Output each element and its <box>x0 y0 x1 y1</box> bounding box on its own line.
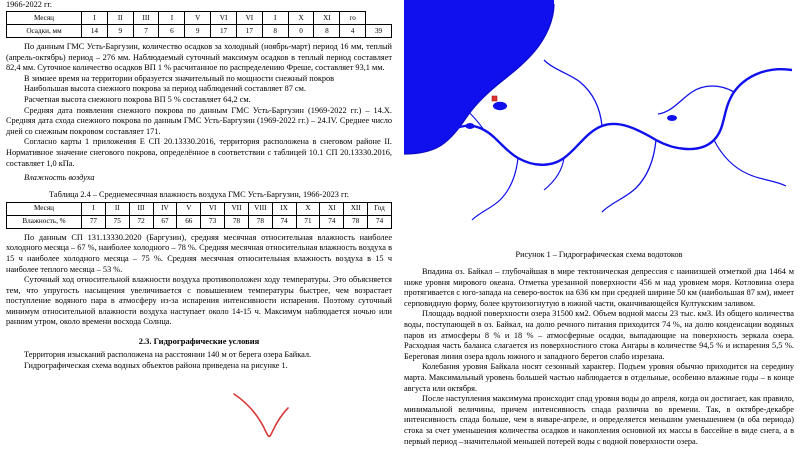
map-graphic <box>404 0 794 246</box>
table-header-cell: VI <box>201 202 225 215</box>
table-header-cell: II <box>107 12 133 25</box>
table-cell: 9 <box>185 25 211 38</box>
table-header-cell: IX <box>272 202 296 215</box>
paragraph: Колебания уровня Байкала носят сезонный характер. Подъем уровня обычно приходится на середину марта. Максимальный уровень большей частью наблюдается в отдельные, особенно влажные годы – в конце августа или октября. <box>404 362 794 393</box>
table-row-label: Осадки, мм <box>7 25 82 38</box>
table-row-label: Влажность, % <box>7 215 82 228</box>
paragraph: Средняя дата появления снежного покрова по данным ГМС Усть-Баргузин (1969-2022 гг.) – 14.X. Средняя дата схода снежного покрова по данным ГМС Усть-Баргузин (1969-2022 гг.) – 24.IV. Среднее число дней со снежным покровом составляет 171. <box>6 105 392 136</box>
table-caption-humidity: Таблица 2.4 – Среднемесячная влажность воздуха ГМС Усть-Баргузин, 1966-2023 гг. <box>49 189 349 199</box>
table-cell: 7 <box>133 25 159 38</box>
small-lake <box>493 102 507 110</box>
table-row <box>7 25 392 38</box>
paragraph: Согласно карты 1 приложения Е СП 20.13330.2016, территория расположена в снеговом районе II. Нормативное значение снегового покрова, определённое в соответствии с таблицей 10.1 СП 20.13330.2016, составляет 1,0 кПа. <box>6 137 392 168</box>
top-text-fragment: 1966-2022 гг. <box>6 0 52 9</box>
table-cell: 6 <box>159 25 185 38</box>
paragraph: Расчетная высота снежного покрова ВП 5 % составляет 64,2 см. <box>24 94 251 104</box>
table-cell: 78 <box>248 215 272 228</box>
right-column <box>400 0 800 450</box>
table-cell: 17 <box>236 25 262 38</box>
table-precipitation <box>6 11 392 38</box>
table-header-cell: I <box>159 12 185 25</box>
table-row <box>7 215 392 228</box>
table-header-cell: I <box>262 12 288 25</box>
table-header-cell: го <box>340 12 366 25</box>
table-cell: 75 <box>105 215 129 228</box>
table-cell: 67 <box>153 215 177 228</box>
table-header-cell: VII <box>225 202 249 215</box>
table-header-cell: III <box>133 12 159 25</box>
table-header-cell: XI <box>320 202 344 215</box>
table-cell: 78 <box>225 215 249 228</box>
table-header-cell: XII <box>344 202 368 215</box>
table-cell: 78 <box>344 215 368 228</box>
figure-caption: Рисунок 1 – Гидрографическая схема водотоков <box>515 250 683 259</box>
section-heading: 2.3. Гидрографические условия <box>138 336 260 347</box>
paragraph: Впадина оз. Байкал – глубочайшая в мире тектоническая депрессия с наинизшей отметкой дна 1464 м ниже уровня мирового океана. Отметка урезанной поверхности 456 м над уровнем моря. Котловина озера протягивается с юго-запада на северо-восток на 636 км при средней ширине 50 км (наибольшая 87 км), имеет серповидную форму, более крутоизогнутую в южной части, оканчивающейся Култукским заливом. <box>404 267 794 308</box>
table-header-cell: I <box>82 202 106 215</box>
table-cell: 66 <box>177 215 201 228</box>
table-cell: 72 <box>129 215 153 228</box>
paragraph: Суточный ход относительной влажности воздуха противоположен ходу температуры. Это объясняется тем, что упругость насыщения увеличивается с повышением температуры быстрее, чем возрастает поступление водяного пара в атмосферу из-за испарения интенсивности испарения. Поэтому суточный минимум относительной влажности воздуха наступает около 14-15 ч. Максимум наблюдается ночью или ранним утром, около времени восхода Солнца. <box>6 275 392 327</box>
table-header-cell: X <box>288 12 314 25</box>
table-header-cell: V <box>177 202 201 215</box>
table-humidity <box>6 202 392 229</box>
table-header-cell: VI <box>211 12 237 25</box>
table-cell: 73 <box>201 215 225 228</box>
table-cell: 8 <box>314 25 340 38</box>
paragraph: В зимнее время на территории образуется значительный по мощности снежный покров <box>24 73 335 83</box>
table-cell: 17 <box>211 25 237 38</box>
table-cell: 77 <box>82 215 106 228</box>
table-cell: 74 <box>320 215 344 228</box>
table-cell: 4 <box>340 25 366 38</box>
table-row <box>7 202 392 215</box>
table-cell: 74 <box>368 215 392 228</box>
table-header-cell: I <box>82 12 108 25</box>
paragraph: Площадь водной поверхности озера 31500 км2. Объем водной массы 23 тыс. км3. Из общего количества воды, поступающей в оз. Байкал, на долю речного питания приходится 74 %, на долю конденсации водяных паров из атмосферы 8 % и 18 % – атмосферные осадки, выпадающие на поверхность зеркала озера. Расходная часть баланса слагается из поверхностного стока Ангары в количестве 94,5 % и испарения 5,5 %. Береговая линия озера вдоль южного и западного берегов слабо изрезана. <box>404 309 794 361</box>
paragraph: После наступления максимума происходит спад уровня воды до апреля, когда он достигает, как правило, минимальной величины, причем интенсивность спада различна во времени. Так, в октябре-декабре интенсивность спада больше, чем в январе-апреле, и определяется меньшим уменьшением (в оба периода) стока за счет уменьшения количества осадков и накопления основной их массы в бассейне в виде снега, а в первый период –значительной меньшей потерей воды с водной поверхности озера. <box>404 394 794 446</box>
table-cell: 9 <box>107 25 133 38</box>
humidity-heading: Влажность воздуха <box>24 173 95 183</box>
figure-hydrographic-map <box>404 0 794 246</box>
paragraph: Территория изысканий расположена на расстоянии 140 м от берега озера Байкал. <box>24 350 312 360</box>
table-header-cell: XI <box>314 12 340 25</box>
table-header-cell: Год <box>368 202 392 215</box>
table-header-cell: V <box>185 12 211 25</box>
table-cell: 74 <box>272 215 296 228</box>
table-header-cell: Месяц <box>7 12 82 25</box>
table-header-cell: VIII <box>248 202 272 215</box>
table-cell: 39 <box>366 25 392 38</box>
paragraph: Гидрографическая схема водных объектов района приведена на рисунке 1. <box>24 360 288 370</box>
table-header-cell: Месяц <box>7 202 82 215</box>
site-marker-icon <box>492 96 497 101</box>
table-cell: 0 <box>288 25 314 38</box>
table-cell: 14 <box>82 25 108 38</box>
small-lake <box>667 115 677 121</box>
paragraph: Наибольшая высота снежного покрова за период наблюдений составляет 87 см. <box>24 84 306 94</box>
table-cell: 8 <box>262 25 288 38</box>
paragraph: По данным СП 131.13330.2020 (Баргузин), средняя месячная относительная влажность наиболее холодного месяца – 67 %, наиболее холодного – 78 %. Средняя месячная относительная влажность воздуха в 15 ч наиболее холодного месяца – 75 %. Средняя месячная относительная влажность воздуха в 15 ч наиболее теплого месяца – 53 %. <box>6 232 392 274</box>
table-header-cell: III <box>129 202 153 215</box>
table-header-cell: X <box>296 202 320 215</box>
table-header-cell: VI <box>236 12 262 25</box>
table-cell: 71 <box>296 215 320 228</box>
red-handwritten-mark-icon <box>232 392 292 438</box>
table-header-cell: IV <box>153 202 177 215</box>
table-row <box>7 12 392 25</box>
small-lake <box>466 123 475 129</box>
table-header-cell: II <box>105 202 129 215</box>
paragraph: По данным ГМС Усть-Баргузин, количество осадков за холодный (ноябрь-март) период 16 мм, теплый (апрель-октябрь) период – 276 мм. Наблюдаемый суточный максимум осадков в теплый период составляет 82,4 мм. Суточное количество осадков ВП 1 % расчитанное по распределению Фреше, составляет 93,1 мм. <box>6 42 392 73</box>
